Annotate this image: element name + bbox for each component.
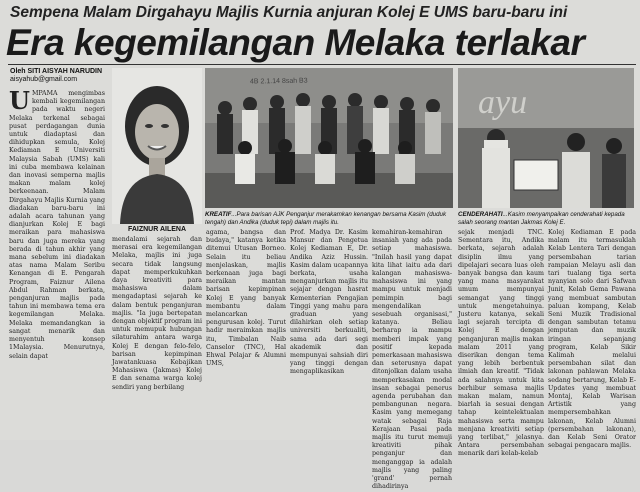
article-column-1	[9, 86, 105, 435]
column-1-text: MPAMA mengimbas kembali kegemilangan pada waktu negeri Melaka terkenal sebagai pusat perdagangan dunia untuk diadaptasi dan dihidupkan semula, Kolej Kediaman E Universiti Malaysia Sabah (UMS) kali ini cuba membawa kelainan dan inovasi semperna majlis makan malam kolej berkeenaan. Malam Dirgahayu Majlis Kurnia yang diadakan baru-baru ini adalah acara tahunan yang dianjurkan Kolej E bagi meraikan para mahasiswa baru dan juga mereka yang berada di tahun akhir yang mana sebelum ini diadakan atas nama Malam Seribu Kenangan di E. Pengarah Program, Faiznur Ailena Abdul Rahman berkata, penganjuran majlis pada tahun ini membawa tema era kegemilangan Melaka. Melaka memandangkan ia sangat menarik dan menyentuh konsep 1Malaysia. Menurutnya, selain dapat	[9, 90, 105, 360]
drop-cap: U	[9, 86, 30, 115]
column-4-text: Prof. Madya Dr. Kasim Mansur dan Pengetua Kolej Kediaman E, Dr. Andika Aziz Hussin. Kasim dalam ucapannya berkata, usaha menganjurkan majlis itu sejajar dengan hasrat Kementerian Pengajian Tinggi yang mahu para graduan yang dilahirkan oleh setiap universiti berkualiti, sama ada dari segi akademik dan mempunyai sahsiah diri yang tinggi dengan mengaplikasikan	[290, 229, 368, 376]
article-column-2	[112, 236, 202, 436]
column-2-text: mendalami sejarah dan merasai era kegemilangan Melaka, majlis ini juga secara tidak langsung dapat memperkukuhkan daya kreativiti para mahasiswa dalam mengadaptasi sejarah ke dalam bentuk penganjuran majlis. "Ia juga bertepatan dengan objektif program ini untuk memupuk hubungan silaturahim antara warga Kolej E dengan felo-felo, barisan kepimpinan Jawatankuasa Kebajikan Mahasiswa (Jakmas) Kolej E dan senama warga kolej sendiri yang berbilang	[112, 236, 202, 391]
article-column-6	[458, 229, 544, 458]
column-6-text: sejak menjadi TNC. Sementara itu, Andika berkata, sejarah adalah disiplin ilmu yang dipelajari secara luas oleh banyak bangsa dan kaum yang mana masyarakat umum mempunyai semangat yang tinggi untuk mengetahuinya. Justeru katanya, sekali lagi sejarah tercipta di Kolej E dengan penganjuran majlis makan malam 2011 yang diserikan dengan tema yang lebih berbentuk ilmiah dan kreatif. "Tidak ada salahnya untuk kita berhibur semasa majlis makan malam, namun biarlah ia sesuai dengan tahap keintelektualan mahasiswa serta mampu menjana kreativiti setiap yang terlibat," jelasnya. Antara persembahan menarik dari kelab-kelab	[458, 229, 544, 458]
article-column-3	[206, 229, 286, 436]
award-photo-caption	[458, 211, 636, 227]
group-caption-text: ...Para barisan AJK Penganjur merakamkan kenangan bersama Kasim (duduk tengah) dan Andika (duduk tepi) dalam majlis itu.	[205, 211, 447, 226]
group-caption-lead: KREATIF	[205, 211, 232, 218]
award-caption-text: ...Kasim menyampaikan cenderahati kepada salah seorang mantan Jakmas Kolej E.	[458, 211, 625, 226]
svg-text:ayu: ayu	[478, 84, 528, 121]
article-column-4	[290, 229, 368, 436]
article-headline: Era kegemilangan Melaka terlakar	[6, 22, 585, 63]
column-3-text: agama, bangsa dan budaya," katanya ketika ditemui Utusan Borneo. Selain itu beliau menjelaskan, majlis berkenaan juga bagi meraikan mantan barisan kepimpinan Kolej E yang banyak membantu dalam melancarkan pengurusan kolej. Turut hadir meraimkan majlis itu, Timbalan Naib Canselor (TNC), Hal Ehwal Pelajar & Alumni UMS,	[206, 229, 286, 368]
group-photo	[205, 68, 453, 208]
author-email: aisyahub@gmail.com	[10, 76, 78, 83]
article-column-7	[548, 229, 636, 450]
column-7-text: Kolej Kediaman E pada malam itu termasuklah Kelab Lentera Tari dengan persembahan tarian rampaian Melayu asli dan tari tualang tiga serta nyanyian solo dari Safwan Junit, Kelab Gema Pawana yang membuat sambutan paluan kompang, Kelab Seni Muzik Tradisional dengan sambutan tetamu jemputan dan muzik iringan sepanjang program, Kelab Sikir Kalimah melalui persembahan silat dan lakonan pahlawan Melaka sedang bertarung, Kelab E-Updates yang membuat Montaj, Kelab Warisan Artistik yang mempersembahkan lakonan, Kelab Alumni (persembahan lakonan), dan Kelab Seni Orator sebagai pengacara majlis.	[548, 229, 636, 450]
portrait-photo	[112, 68, 202, 224]
headline-rule	[8, 64, 636, 65]
column-5-text: kemahiran-kemahiran insaniah yang ada pada setiap mahasiswa. "Inilah hasil yang dapat kita lihat iaitu ada dari kalangan mahasiswa-mahasiswa ini yang mampu untuk menjadi pemimpin bagi mengendalikan sesebuah organisasi," katanya. Beliau berharap ia mampu memberi impak yang positif kepada pemerkasaan mahasiswa dan seterusnya dapat ditonjolkan dalam usaha memperkasakan modal insan sebagai penerus agenda perubahan dan pembangunan negara. Kasim yang memegang watak sebagai Raja Kerajaan Pasai pada majlis itu turut memuji kreativiti pihak penganjur dan menganggap ia adalah majlis yang paling 'grand' pernah dihadirinya	[372, 229, 452, 491]
award-caption-lead: CENDERAHATI	[458, 211, 503, 218]
article-column-5	[372, 229, 452, 491]
group-photo-caption	[205, 211, 453, 227]
portrait-caption: FAIZNUR AILENA	[127, 226, 187, 233]
archive-stamp: 4B 2.1.14 8sah B3	[249, 77, 308, 86]
award-photo	[458, 68, 634, 208]
article-kicker: Sempena Malam Dirgahayu Majlis Kurnia anjuran Kolej E UMS baru-baru ini	[10, 4, 568, 21]
byline: Oleh SITI AISYAH NARUDIN	[10, 68, 103, 75]
